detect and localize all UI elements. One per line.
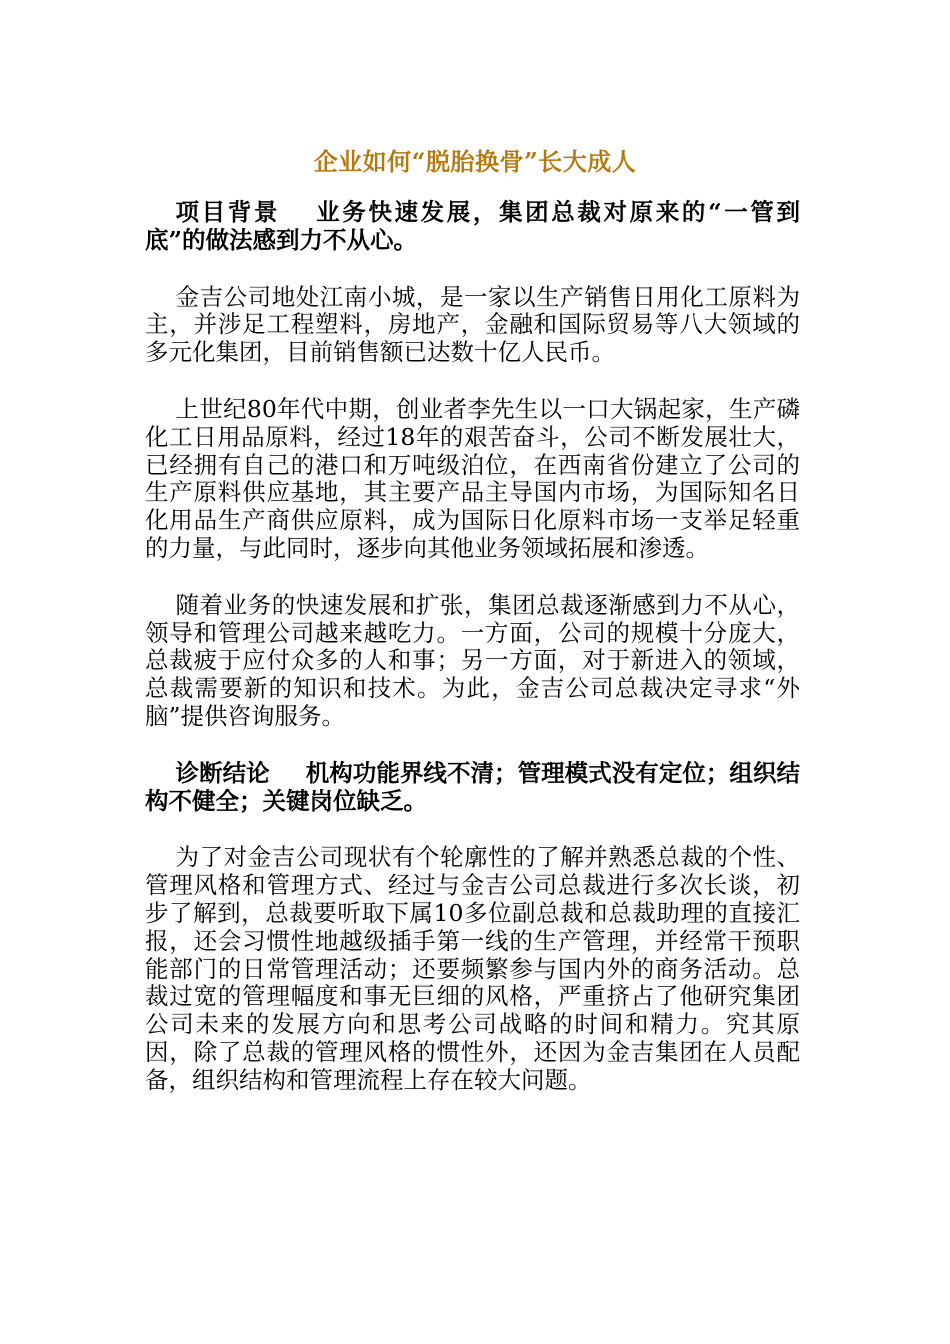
section-summary: 业务快速发展，集团总裁对原来的“一管到底”的做法感到力不从心。 — [145, 198, 800, 254]
paragraph: 金吉公司地处江南小城，是一家以生产销售日用化工原料为主，并涉足工程塑料，房地产，金融和国际贸易等八大领域的多元化集团，目前销售额已达数十亿人民币。 — [145, 282, 800, 367]
document-body — [145, 199, 800, 1124]
paragraph: 随着业务的快速发展和扩张，集团总裁逐渐感到力不从心，领导和管理公司越来越吃力。一方面，公司的规模十分庞大，总裁疲于应付众多的人和事；另一方面，对于新进入的领域，总裁需要新的知识和技术。为此，金吉公司总裁决定寻求“外脑”提供咨询服务。 — [145, 590, 800, 730]
section-label: 诊断结论 — [175, 758, 270, 787]
section-label: 项目背景 — [175, 198, 281, 226]
document-title: 企业如何“脱胎换骨”长大成人 — [313, 147, 637, 176]
paragraph: 上世纪80年代中期，创业者李先生以一口大锅起家，生产磷化工日用品原料，经过18年的艰苦奋斗，公司不断发展壮大，已经拥有自己的港口和万吨级泊位，在西南省份建立了公司的生产原料供应基地，其主要产品主导国内市场，为国际知名日化用品生产商供应原料，成为国际日化原料市场一支举足轻重的力量，与此同时，逐步向其他业务领域拓展和渗透。 — [145, 394, 800, 562]
section-summary: 机构功能界线不清；管理模式没有定位；组织结构不健全；关键岗位缺乏。 — [145, 758, 801, 815]
paragraph: 为了对金吉公司现状有个轮廓性的了解并熟悉总裁的个性、管理风格和管理方式、经过与金吉公司总裁进行多次长谈，初步了解到，总裁要听取下属10多位副总裁和总裁助理的直接汇报，还会习惯性地越级插手第一线的生产管理，并经常干预职能部门的日常管理活动；还要频繁参与国内外的商务活动。总裁过宽的管理幅度和事无巨细的风格，严重挤占了他研究集团公司未来的发展方向和思考公司战略的时间和精力。究其原因，除了总裁的管理风格的惯性外，还因为金吉集团在人员配备，组织结构和管理流程上存在较大问题。 — [145, 843, 800, 1094]
section-heading-background — [145, 199, 800, 255]
section-heading-diagnosis — [145, 760, 800, 816]
